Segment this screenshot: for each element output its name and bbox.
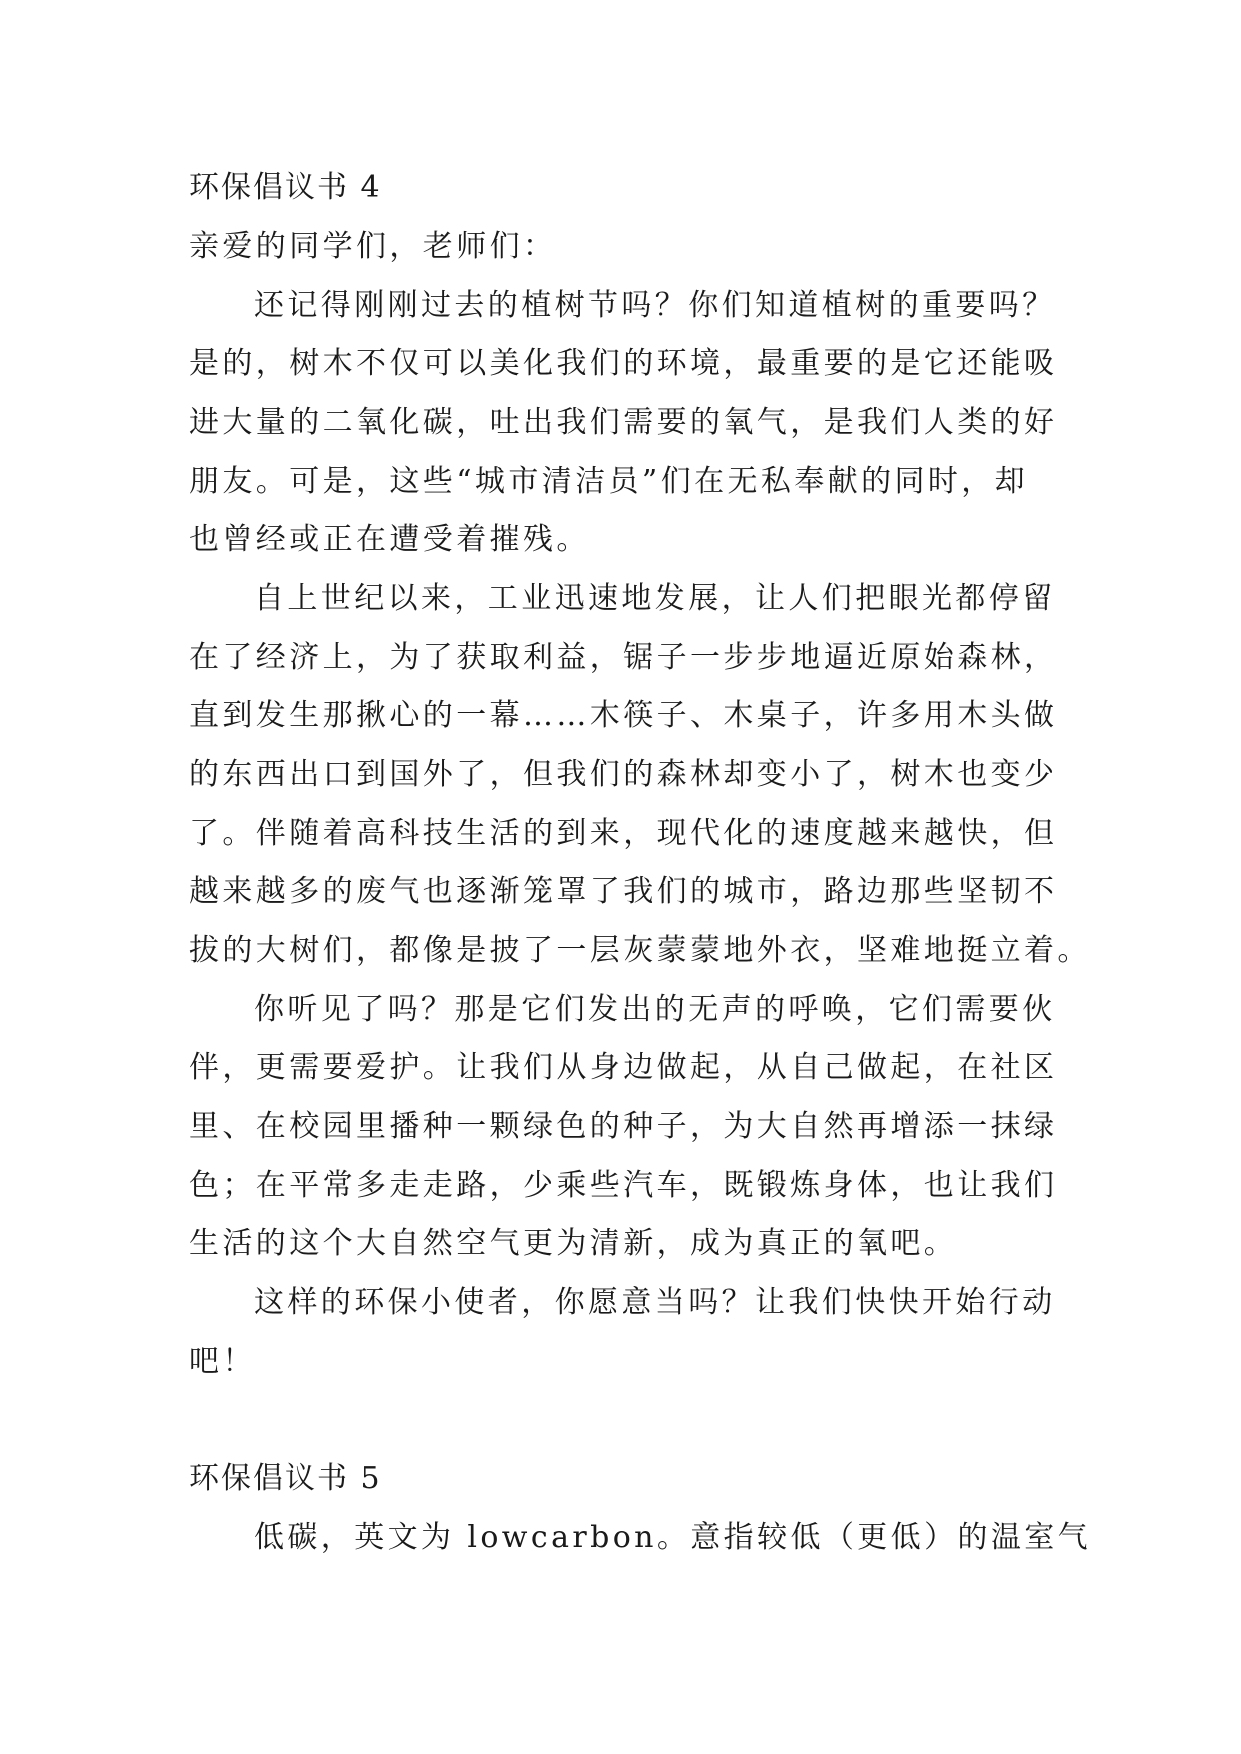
paragraph-line: 生活的这个大自然空气更为清新，成为真正的氧吧。 — [189, 1226, 958, 1261]
paragraph-line: 的东西出口到国外了，但我们的森林却变小了，树木也变少 — [189, 757, 1058, 792]
paragraph-line: 低碳，英文为 lowcarbon。意指较低（更低）的温室气 — [254, 1520, 1092, 1555]
paragraph-line: 自上世纪以来，工业迅速地发展，让人们把眼光都停留 — [254, 581, 1056, 616]
paragraph-line: 是的，树木不仅可以美化我们的环境，最重要的是它还能吸 — [189, 346, 1058, 381]
paragraph-line: 越来越多的废气也逐渐笼罩了我们的城市，路边那些坚韧不 — [189, 874, 1058, 909]
paragraph-line: 这样的环保小使者，你愿意当吗？让我们快快开始行动 — [254, 1285, 1056, 1320]
paragraph-line: 了。伴随着高科技生活的到来，现代化的速度越来越快，但 — [189, 816, 1058, 851]
section-4-title: 环保倡议书 4 — [189, 170, 382, 205]
paragraph-line: 进大量的二氧化碳，吐出我们需要的氧气，是我们人类的好 — [189, 405, 1058, 440]
paragraph-line: 还记得刚刚过去的植树节吗？你们知道植树的重要吗？ — [254, 288, 1056, 323]
salutation: 亲爱的同学们，老师们： — [189, 229, 557, 264]
paragraph-line: 朋友。可是，这些“城市清洁员”们在无私奉献的同时，却 — [189, 464, 1029, 499]
section-5-title: 环保倡议书 5 — [189, 1461, 382, 1496]
paragraph-line: 你听见了吗？那是它们发出的无声的呼唤，它们需要伙 — [254, 992, 1056, 1027]
paragraph-line: 拔的大树们，都像是披了一层灰蒙蒙地外衣，坚难地挺立着。 — [189, 933, 1091, 968]
paragraph-line: 吧！ — [189, 1344, 256, 1379]
paragraph-line: 也曾经或正在遭受着摧残。 — [189, 522, 590, 557]
paragraph-line: 色；在平常多走走路，少乘些汽车，既锻炼身体，也让我们 — [189, 1168, 1058, 1203]
paragraph-line: 伴，更需要爱护。让我们从身边做起，从自己做起，在社区 — [189, 1050, 1058, 1085]
paragraph-line: 里、在校园里播种一颗绿色的种子，为大自然再增添一抹绿 — [189, 1109, 1058, 1144]
paragraph-line: 在了经济上，为了获取利益，锯子一步步地逼近原始森林， — [189, 640, 1058, 675]
paragraph-line: 直到发生那揪心的一幕……木筷子、木桌子，许多用木头做 — [189, 698, 1058, 733]
